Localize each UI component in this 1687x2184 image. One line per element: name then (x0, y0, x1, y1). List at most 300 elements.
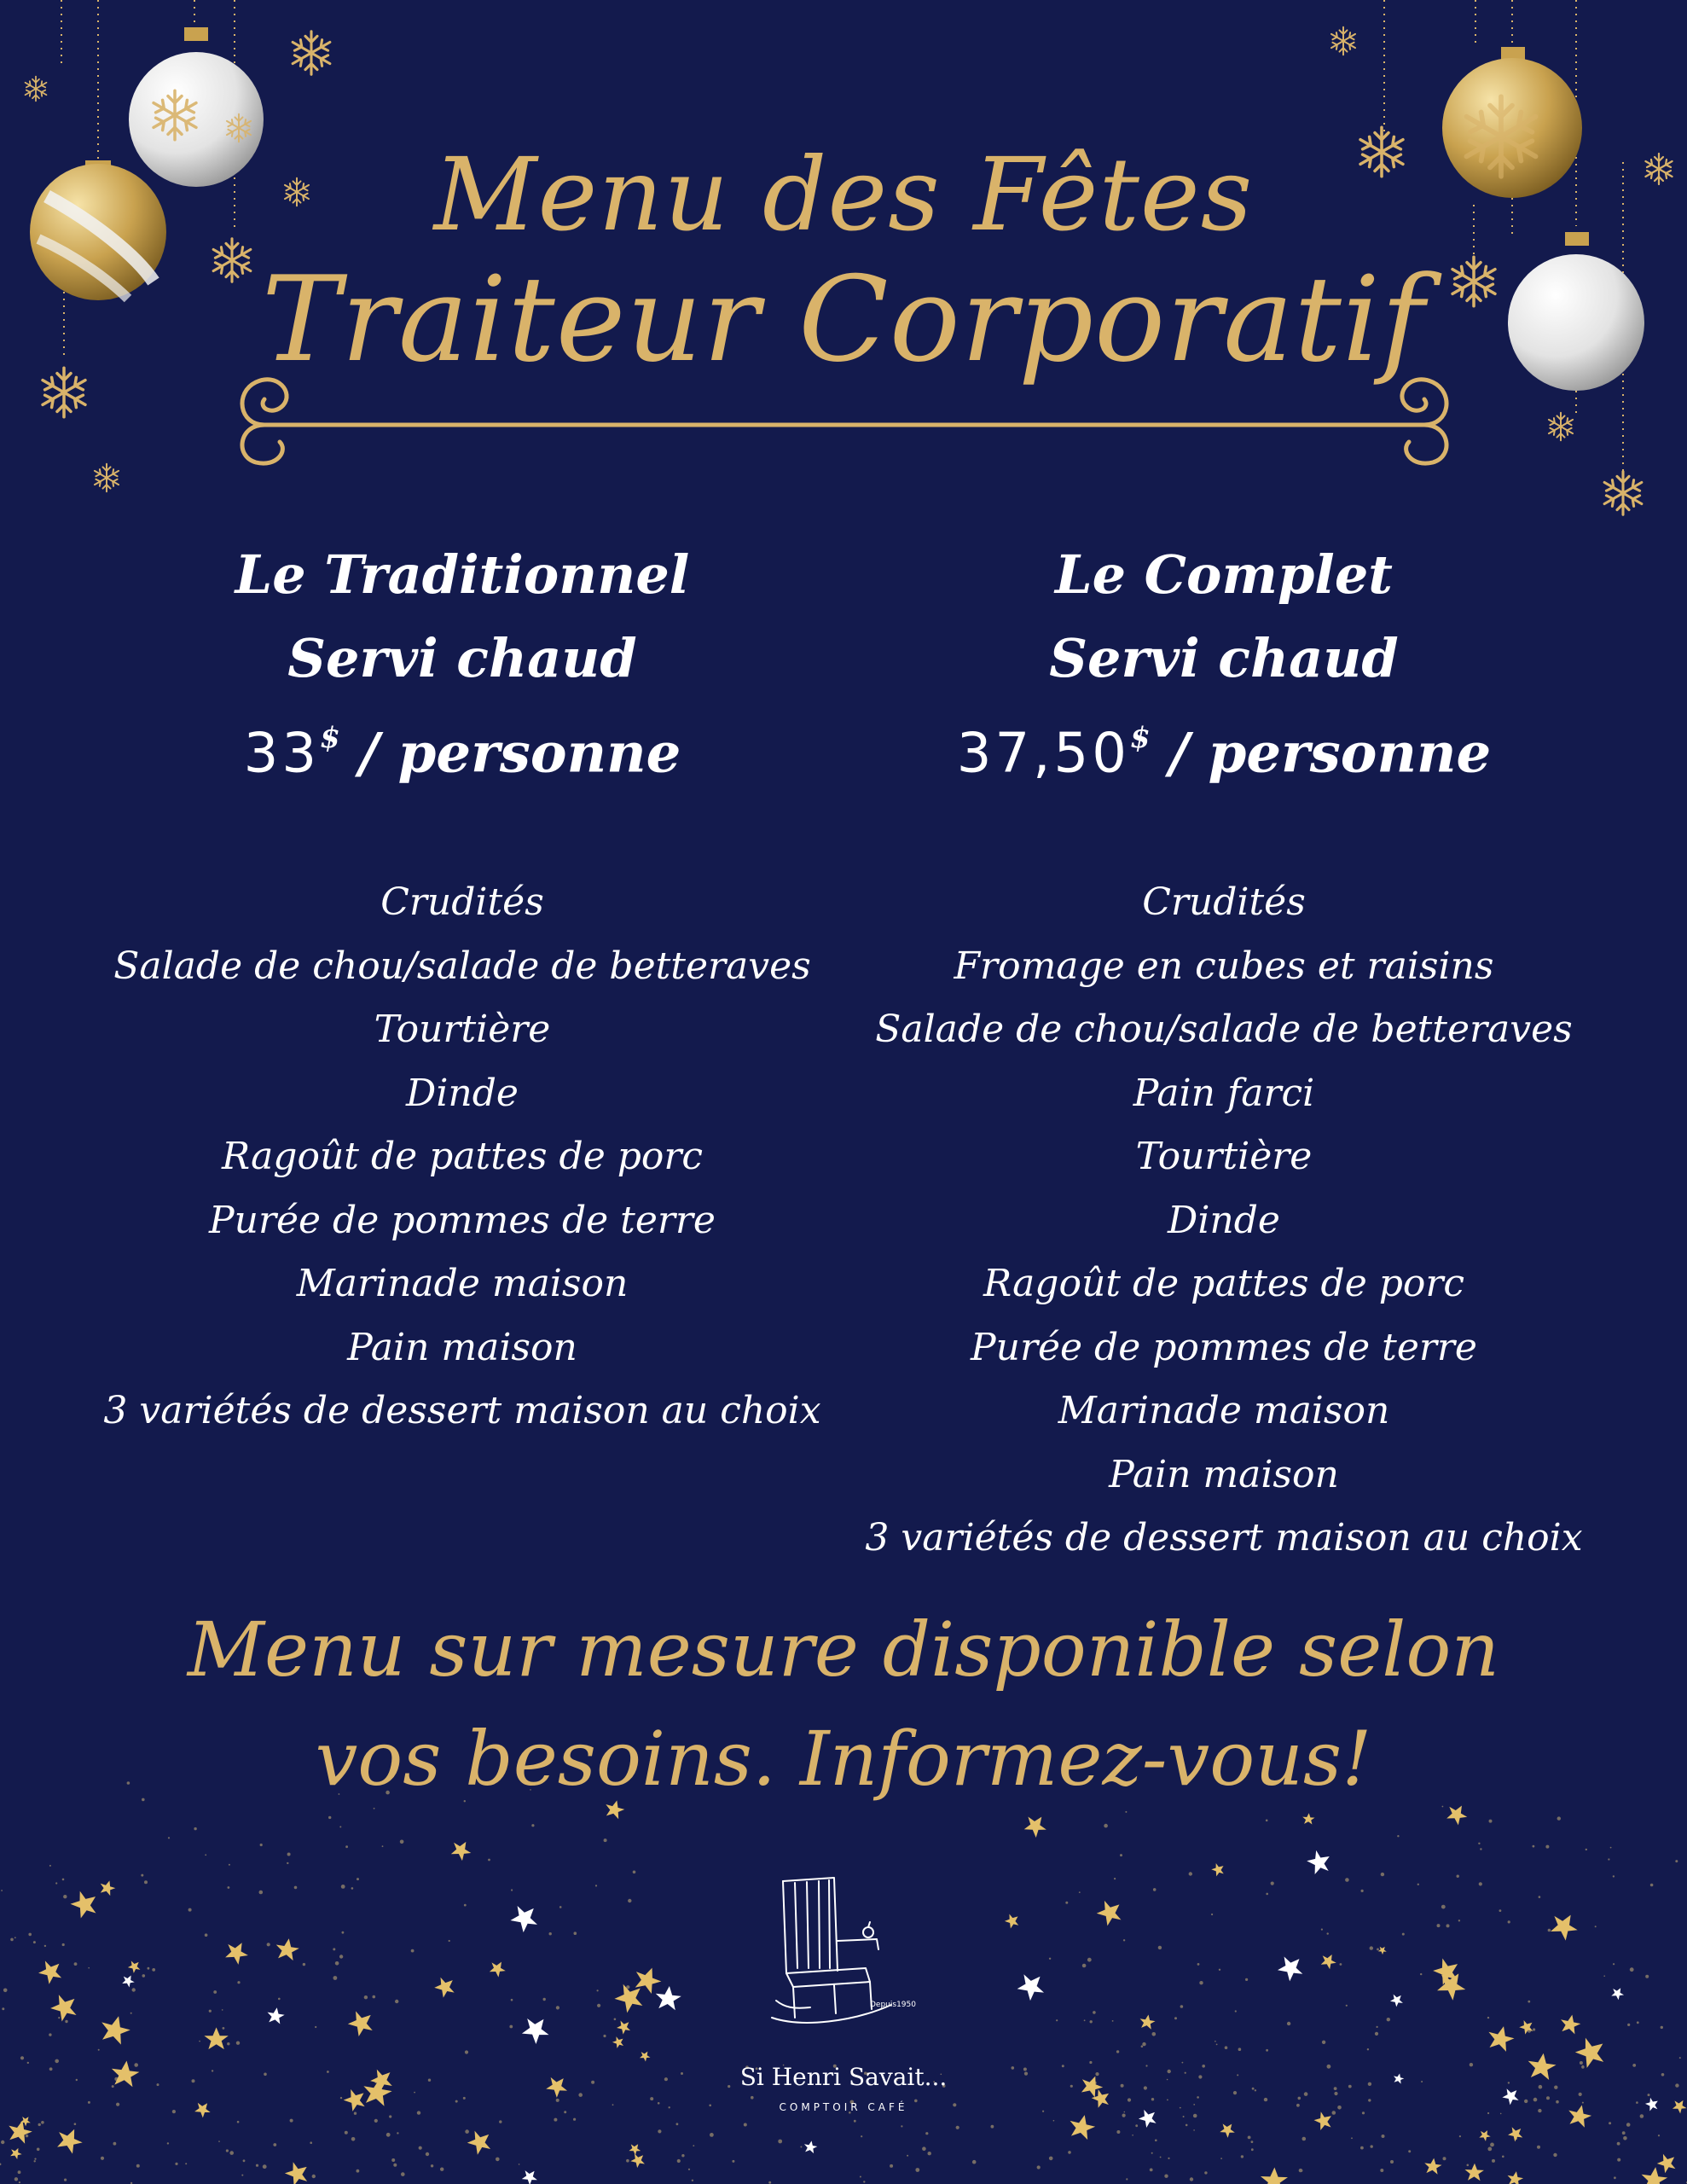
glitter-dot (1087, 1958, 1092, 1962)
glitter-dot (543, 1998, 546, 2001)
glitter-dot (1150, 2169, 1153, 2172)
star-decoration (1477, 2128, 1493, 2142)
list-item: 3 variétés de dessert maison au choix (103, 1389, 821, 1433)
glitter-dot (1238, 2048, 1242, 2051)
star-decoration (36, 1955, 67, 1987)
glitter-dot (14, 1937, 16, 1938)
star-decoration (282, 2158, 314, 2184)
glitter-dot (411, 1949, 415, 1953)
glitter-dot (101, 2157, 104, 2160)
glitter-dot (1390, 2160, 1394, 2164)
glitter-dot (1235, 2010, 1237, 2012)
glitter-dot (1371, 2145, 1373, 2147)
glitter-dot (800, 2146, 802, 2148)
star-decoration (519, 2166, 540, 2184)
glitter-dot (1193, 2129, 1195, 2131)
glitter-dot (1287, 2022, 1290, 2025)
glitter-dot (62, 1879, 65, 1881)
glitter-dot (141, 1874, 143, 1877)
glitter-dot (1190, 2177, 1193, 2181)
star-decoration (1506, 2123, 1527, 2144)
glitter-dot (3, 1989, 8, 1993)
glitter-dot (554, 2118, 557, 2122)
glitter-dot (556, 2006, 559, 2009)
star-decoration (654, 1984, 682, 2010)
list-item: Salade de chou/salade de betteraves (875, 1008, 1573, 1052)
glitter-dot (263, 2164, 267, 2169)
glitter-dot (65, 2020, 67, 2023)
glitter-dot (357, 1878, 359, 1880)
glitter-dot (259, 1891, 264, 1895)
star-decoration (1388, 1991, 1406, 2008)
glitter-dot (1658, 2135, 1660, 2136)
glitter-dot (1197, 2096, 1199, 2099)
glitter-dot (1049, 1958, 1051, 1960)
glitter-dot (614, 2018, 617, 2021)
glitter-dot (511, 1999, 513, 2001)
glitter-dot (218, 2140, 220, 2142)
glitter-dot (333, 1976, 338, 1980)
glitter-dot (1211, 1914, 1213, 1915)
glitter-dot (1537, 2146, 1540, 2149)
glitter-dot (1645, 1975, 1649, 1978)
menu-traditionnel (78, 533, 846, 1443)
glitter-dot (1215, 2041, 1216, 2042)
glitter-dot (1186, 2124, 1188, 2127)
glitter-dot (226, 2149, 229, 2152)
glitter-dot (34, 2158, 36, 2160)
glitter-dot (260, 1844, 263, 1846)
star-decoration (1003, 1911, 1023, 1931)
glitter-dot (414, 2092, 415, 2094)
star-decoration (1260, 2167, 1288, 2184)
glitter-dot (1082, 1964, 1087, 1968)
glitter-dot (732, 2160, 734, 2163)
glitter-dot (1151, 2098, 1154, 2100)
glitter-dot (1446, 1924, 1450, 1927)
glitter-dot (185, 2163, 187, 2164)
glitter-dot (1302, 2137, 1307, 2141)
glitter-dot (1377, 2026, 1378, 2028)
glitter-dot (1251, 2148, 1254, 2151)
star-decoration (1546, 1908, 1582, 1943)
glitter-dot (341, 1885, 345, 1889)
glitter-dot (463, 2097, 466, 2100)
glitter-dot (1608, 1858, 1609, 1860)
glitter-dot (227, 2042, 229, 2045)
glitter-dot (1321, 1929, 1323, 1931)
star-decoration (638, 2048, 652, 2062)
glitter-dot (1126, 2178, 1128, 2180)
glitter-dot (175, 2163, 177, 2165)
star-decoration (627, 2140, 642, 2156)
glitter-dot (1160, 2157, 1162, 2158)
glitter-dot (1189, 1872, 1192, 1875)
glitter-dot (1417, 1884, 1419, 1885)
glitter-dot (1382, 2135, 1385, 2138)
glitter-dot (1104, 1824, 1108, 1828)
star-decoration (611, 2034, 626, 2050)
star-decoration (465, 2125, 497, 2158)
menu-service: Servi chaud (1049, 627, 1399, 689)
glitter-dot (1271, 1882, 1274, 1885)
glitter-dot (688, 2169, 690, 2170)
glitter-dot (1613, 1875, 1615, 1877)
glitter-dot (19, 2181, 20, 2183)
custom-menu-tagline (0, 1595, 1687, 1814)
list-item: Ragoût de pattes de porc (983, 1262, 1465, 1306)
glitter-dot (1480, 1848, 1481, 1850)
star-decoration (1093, 1895, 1128, 1929)
glitter-dot (37, 2148, 40, 2152)
glitter-dot (1557, 1816, 1561, 1820)
glitter-dot (676, 2123, 679, 2125)
glitter-dot (237, 2121, 240, 2123)
glitter-dot (1630, 1967, 1634, 1972)
star-decoration (1013, 1967, 1050, 2004)
star-decoration (1305, 1846, 1336, 1878)
glitter-dot (1266, 1820, 1268, 1822)
glitter-dot (1241, 2155, 1244, 2158)
glitter-dot (1216, 2044, 1218, 2046)
glitter-dot (465, 2129, 469, 2134)
list-item: Marinade maison (1058, 1389, 1390, 1433)
glitter-dot (922, 2146, 926, 2151)
glitter-dot (1586, 1849, 1587, 1850)
glitter-dot (1380, 2169, 1383, 2172)
glitter-dot (1346, 2005, 1348, 2007)
glitter-dot (578, 2093, 583, 2097)
glitter-dot (1610, 1847, 1612, 1849)
glitter-dot (1180, 2005, 1184, 2008)
glitter-dot (1617, 2158, 1620, 2162)
glitter-dot (603, 2035, 606, 2037)
glitter-dot (1377, 1949, 1379, 1951)
glitter-dot (374, 2119, 378, 2123)
glitter-dot (1626, 2123, 1631, 2127)
star-decoration (97, 2013, 133, 2046)
glitter-dot (860, 2176, 861, 2178)
list-item: Tourtière (374, 1008, 551, 1052)
glitter-dot (431, 2164, 433, 2167)
glitter-dot (1152, 2032, 1157, 2036)
glitter-dot (1499, 1909, 1502, 1912)
glitter-dot (595, 1885, 597, 1886)
glitter-dot (1603, 1975, 1605, 1977)
list-item: Purée de pommes de terre (971, 1325, 1477, 1369)
glitter-dot (915, 2168, 919, 2172)
brand-subtitle: COMPTOIR CAFÉ (779, 2101, 908, 2113)
glitter-dot (130, 2013, 132, 2014)
glitter-dot (136, 2164, 140, 2168)
glitter-dot (549, 1932, 552, 1935)
glitter-dot (519, 2164, 520, 2165)
glitter-dot (1539, 1896, 1541, 1898)
glitter-dot (1640, 2114, 1644, 2118)
glitter-dot (28, 1933, 32, 1937)
glitter-dot (340, 2097, 342, 2099)
glitter-dot (854, 2120, 856, 2123)
glitter-dot (449, 1940, 450, 1942)
glitter-dot (440, 2168, 443, 2171)
glitter-dot (290, 2119, 293, 2123)
glitter-dot (1199, 1981, 1203, 1984)
star-decoration (53, 2124, 86, 2156)
glitter-dot (1490, 2143, 1494, 2147)
glitter-dot (1135, 2124, 1138, 2127)
glitter-dot (223, 2027, 225, 2030)
star-decoration (615, 2018, 634, 2036)
glitter-dot (386, 2133, 391, 2137)
glitter-dot (1387, 2018, 1390, 2021)
glitter-dot (1322, 2041, 1325, 2044)
glitter-dot (205, 1933, 208, 1937)
glitter-dot (389, 2115, 391, 2117)
star-decoration (1609, 1985, 1626, 2001)
star-decoration (9, 2146, 24, 2160)
price-amount: 37,50 (956, 722, 1130, 786)
glitter-dot (861, 2135, 862, 2137)
glitter-dot (1397, 1835, 1399, 1837)
glitter-dot (98, 2049, 100, 2051)
glitter-dot (710, 2133, 714, 2137)
list-item: Salade de chou/salade de betteraves (113, 944, 811, 988)
glitter-dot (628, 1899, 631, 1902)
glitter-dot (315, 2026, 316, 2028)
glitter-dot (1327, 1932, 1329, 1934)
glitter-dot (229, 2151, 234, 2155)
star-decoration (432, 1972, 459, 2001)
menu-service: Servi chaud (287, 627, 637, 689)
glitter-dot (1304, 2092, 1308, 2096)
glitter-dot (1037, 2165, 1041, 2169)
glitter-dot (310, 2141, 312, 2144)
glitter-dot (626, 2159, 629, 2163)
glitter-dot (574, 1931, 577, 1935)
glitter-dot (1090, 2020, 1093, 2023)
glitter-dot (1467, 2164, 1470, 2167)
glitter-dot (956, 2126, 959, 2129)
menu-name: Le Traditionnel (235, 543, 690, 606)
glitter-dot (152, 1968, 155, 1972)
glitter-dot (10, 1938, 14, 1942)
glitter-dot (1479, 1882, 1482, 1885)
glitter-dot (1049, 2157, 1053, 2161)
star-decoration (1210, 1861, 1227, 1879)
glitter-dot (1661, 2026, 1663, 2029)
glitter-dot (991, 2125, 994, 2129)
glitter-dot (1478, 1843, 1480, 1844)
glitter-dot (419, 2146, 422, 2150)
glitter-dot (256, 2164, 258, 2167)
price-unit: / personne (1150, 721, 1492, 786)
star-decoration (1302, 1813, 1315, 1825)
glitter-dot (1334, 2092, 1337, 2095)
glitter-dot (1116, 2050, 1119, 2053)
glitter-dot (1402, 1933, 1405, 1936)
glitter-dot (339, 1826, 341, 1827)
glitter-dot (194, 1827, 196, 1830)
glitter-dot (393, 2164, 397, 2167)
glitter-dot (1158, 1946, 1162, 1949)
glitter-dot (1220, 2158, 1222, 2159)
glitter-dot (1679, 2057, 1681, 2059)
glitter-dot (312, 2175, 316, 2178)
glitter-dot (243, 2159, 246, 2162)
star-decoration (67, 1885, 103, 1922)
title-line-2: Traiteur Corporatif (261, 251, 1426, 388)
glitter-dot (531, 1824, 534, 1827)
glitter-dot (1056, 2019, 1058, 2021)
star-decoration (204, 2027, 228, 2049)
glitter-dot (465, 2050, 468, 2053)
glitter-dot (1441, 1905, 1446, 1909)
glitter-dot (294, 1886, 298, 1890)
glitter-dot (213, 1990, 217, 1994)
glitter-dot (1132, 2135, 1133, 2136)
glitter-dot (74, 2123, 77, 2125)
glitter-dot (1340, 1963, 1342, 1966)
glitter-dot (1502, 2156, 1504, 2158)
star-decoration (518, 2011, 554, 2047)
price-amount: 33 (243, 722, 321, 786)
star-decoration (507, 1899, 543, 1936)
glitter-dot (693, 2145, 694, 2146)
glitter-dot (633, 1871, 636, 1874)
tagline-line-2: vos besoins. Informez-vous! (315, 1715, 1372, 1803)
glitter-dot (1155, 2140, 1157, 2142)
menu-name: Le Complet (1055, 543, 1393, 606)
glitter-dot (1553, 2153, 1557, 2157)
rocking-chair-logo (733, 1873, 954, 2043)
list-item: Crudités (380, 880, 544, 925)
glitter-dot (167, 2142, 169, 2144)
star-decoration (629, 2150, 648, 2169)
list-item: Ragoût de pattes de porc (221, 1135, 704, 1179)
star-decoration (487, 1958, 508, 1979)
glitter-dot (345, 2131, 348, 2135)
list-item: Fromage en cubes et raisins (954, 944, 1494, 988)
glitter-dot (1068, 2151, 1071, 2154)
menu-price (840, 700, 1608, 796)
glitter-dot (1367, 2048, 1369, 2050)
glitter-dot (132, 1988, 136, 1991)
price-unit: / personne (339, 721, 681, 786)
star-decoration (345, 2006, 379, 2040)
glitter-dot (907, 2155, 908, 2157)
glitter-dot (1164, 2175, 1168, 2178)
glitter-dot (400, 1840, 404, 1844)
glitter-dot (1508, 1920, 1510, 1923)
star-decoration (1218, 2119, 1238, 2139)
star-decoration (1274, 1950, 1308, 1984)
glitter-dot (351, 2137, 356, 2141)
glitter-dot (1151, 2152, 1153, 2154)
glitter-dot (1204, 2171, 1207, 2174)
glitter-dot (499, 2120, 501, 2123)
star-decoration (266, 2007, 286, 2024)
glitter-dot (1627, 2024, 1630, 2026)
glitter-dot (364, 1995, 368, 1999)
glitter-dot (1437, 1924, 1441, 1927)
glitter-dot (1579, 2093, 1582, 2096)
glitter-dot (1142, 2042, 1145, 2046)
glitter-dot (573, 2118, 576, 2121)
glitter-dot (395, 2000, 398, 2003)
glitter-dot (928, 2152, 931, 2155)
list-item: Tourtière (1135, 1135, 1313, 1179)
glitter-dot (1675, 1860, 1678, 1862)
star-decoration (274, 1937, 300, 1961)
list-item: 3 variétés de dessert maison au choix (865, 1516, 1583, 1560)
menu-items (840, 871, 1608, 1571)
glitter-dot (199, 2041, 200, 2042)
price-currency: $ (1129, 721, 1151, 755)
glitter-dot (1193, 2114, 1197, 2118)
glitter-dot (333, 1948, 335, 1950)
glitter-dot (1650, 1884, 1654, 1887)
star-decoration (98, 1879, 117, 1896)
glitter-dot (397, 2132, 398, 2134)
glitter-dot (49, 1865, 51, 1867)
glitter-dot (1408, 2150, 1411, 2152)
glitter-dot (1648, 2094, 1650, 2096)
glitter-dot (1298, 2097, 1301, 2100)
tagline-line-1: Menu sur mesure disponible selon (187, 1606, 1500, 1693)
glitter-dot (768, 2181, 771, 2184)
star-decoration (47, 1989, 83, 2025)
star-decoration (1655, 2150, 1680, 2175)
glitter-dot (391, 2158, 395, 2162)
glitter-dot (49, 2033, 51, 2036)
glitter-dot (1614, 2176, 1616, 2179)
star-decoration (1517, 2017, 1536, 2036)
glitter-dot (168, 1837, 170, 1838)
menu-items (78, 871, 846, 1443)
glitter-dot (1613, 1963, 1615, 1965)
glitter-dot (1112, 2020, 1114, 2022)
glitter-dot (511, 1889, 513, 1891)
glitter-dot (20, 2056, 24, 2059)
glitter-dot (2, 2007, 4, 2010)
list-item: Pain farci (1133, 1071, 1315, 1115)
glitter-dot (1459, 2135, 1461, 2137)
glitter-dot (1114, 1878, 1116, 1879)
list-item: Crudités (1142, 880, 1306, 925)
star-decoration (803, 2140, 818, 2154)
star-decoration (1485, 2023, 1516, 2053)
glitter-dot (287, 1853, 291, 1856)
glitter-dot (597, 2004, 600, 2007)
glitter-dot (744, 2123, 747, 2127)
star-decoration (1558, 2013, 1582, 2035)
glitter-dot (1457, 1875, 1459, 1878)
glitter-dot (1219, 1969, 1220, 1971)
glitter-dot (339, 1955, 343, 1958)
glitter-dot (1197, 1963, 1200, 1966)
glitter-dot (401, 2172, 405, 2176)
glitter-dot (351, 1887, 354, 1890)
glitter-dot (55, 1882, 57, 1884)
glitter-dot (1065, 1902, 1068, 1904)
glitter-dot (1375, 2032, 1378, 2036)
price-currency: $ (320, 721, 340, 755)
star-decoration (1423, 2157, 1442, 2175)
glitter-dot (373, 1995, 376, 1999)
star-decoration (1139, 2013, 1157, 2030)
glitter-dot (1116, 2130, 1120, 2134)
glitter-dot (1084, 2019, 1086, 2021)
